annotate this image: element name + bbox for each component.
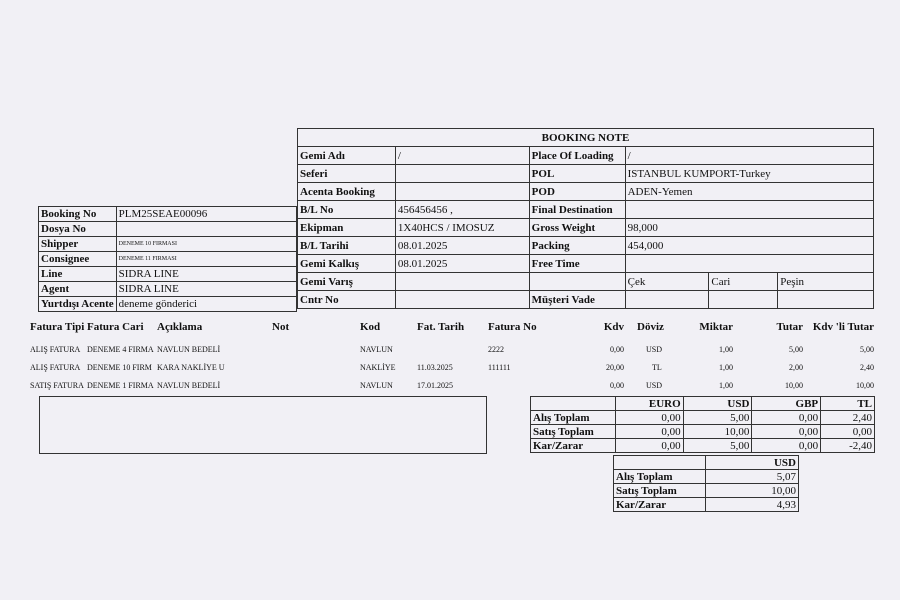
pod-label: POD: [529, 183, 625, 201]
row-tarih: 17.01.2025: [417, 381, 453, 390]
shipment-info-table: [38, 206, 297, 312]
table-row: [0, 381, 900, 393]
final-destination-value: [625, 201, 873, 219]
row-miktar: 1,00: [719, 381, 733, 390]
summary-currency: USD: [705, 456, 798, 470]
booking-no-value: PLM25SEAE00096: [116, 207, 296, 222]
kar-tl: -2,40: [821, 439, 875, 453]
row-aciklama: NAVLUN BEDELİ: [157, 381, 221, 390]
pesin-label: Peşin: [778, 273, 874, 291]
ekipman-label: Ekipman: [298, 219, 396, 237]
blank-cell: [531, 397, 616, 411]
shipper-value: DENEME 10 FIRMASI: [116, 237, 296, 252]
gemi-adi-label: Gemi Adı: [298, 147, 396, 165]
col-miktar: Miktar: [699, 321, 733, 333]
summary-satis-value: 10,00: [705, 484, 798, 498]
table-row: [0, 345, 900, 357]
blank-cell: [709, 291, 778, 309]
alis-euro: 0,00: [615, 411, 683, 425]
gross-weight-value: 98,000: [625, 219, 873, 237]
dosya-no-label: Dosya No: [39, 222, 117, 237]
dosya-no-value: [116, 222, 296, 237]
packing-label: Packing: [529, 237, 625, 255]
row-kod: NAKLİYE: [360, 363, 396, 372]
gemi-varis-value: [395, 273, 529, 291]
seferi-label: Seferi: [298, 165, 396, 183]
row-doviz: TL: [652, 363, 662, 372]
musteri-vade-label: Müşteri Vade: [529, 291, 625, 309]
summary-kar-label: Kar/Zarar: [614, 498, 706, 512]
packing-value: 454,000: [625, 237, 873, 255]
currency-euro: EURO: [615, 397, 683, 411]
cntr-no-value: [395, 291, 529, 309]
yurtdisi-acente-value: deneme gönderici: [116, 297, 296, 312]
agent-value: SIDRA LINE: [116, 282, 296, 297]
row-miktar: 1,00: [719, 345, 733, 354]
col-kod: Kod: [360, 321, 381, 333]
row-cari: DENEME 1 FIRMA: [87, 381, 154, 390]
bl-no-label: B/L No: [298, 201, 396, 219]
currency-totals-table: [530, 396, 875, 453]
consignee-value: DENEME 11 FIRMASI: [116, 252, 296, 267]
satis-usd: 10,00: [683, 425, 752, 439]
alis-usd: 5,00: [683, 411, 752, 425]
cek-label: Çek: [625, 273, 709, 291]
yurtdisi-acente-label: Yurtdışı Acente: [39, 297, 117, 312]
blank-cell: [778, 291, 874, 309]
row-cari: DENEME 10 FIRM: [87, 363, 152, 372]
bl-tarihi-value: 08.01.2025: [395, 237, 529, 255]
gemi-adi-value: /: [395, 147, 529, 165]
place-of-loading-label: Place Of Loading: [529, 147, 625, 165]
row-tip: SATIŞ FATURA: [30, 381, 84, 390]
summary-alis-label: Alış Toplam: [614, 470, 706, 484]
final-destination-label: Final Destination: [529, 201, 625, 219]
blank-cell: [529, 273, 625, 291]
col-fatura-tipi: Fatura Tipi: [30, 321, 85, 333]
musteri-vade-value: [625, 291, 709, 309]
row-tip: ALIŞ FATURA: [30, 363, 81, 372]
kar-usd: 5,00: [683, 439, 752, 453]
pol-label: POL: [529, 165, 625, 183]
kar-euro: 0,00: [615, 439, 683, 453]
row-miktar: 1,00: [719, 363, 733, 372]
cntr-no-label: Cntr No: [298, 291, 396, 309]
row-kod: NAVLUN: [360, 381, 393, 390]
booking-note-title: BOOKING NOTE: [298, 129, 874, 147]
place-of-loading-value: /: [625, 147, 873, 165]
row-tutar: 5,00: [789, 345, 803, 354]
currency-usd: USD: [683, 397, 752, 411]
col-kdv: Kdv: [603, 321, 624, 333]
gross-weight-label: Gross Weight: [529, 219, 625, 237]
gemi-kalkis-value: 08.01.2025: [395, 255, 529, 273]
bl-no-value: 456456456 ,: [395, 201, 529, 219]
col-kdvli-tutar: Kdv 'li Tutar: [812, 321, 874, 333]
gemi-kalkis-label: Gemi Kalkış: [298, 255, 396, 273]
row-kdv: 0,00: [610, 381, 624, 390]
row-no: 111111: [488, 363, 511, 372]
pod-value: ADEN-Yemen: [625, 183, 873, 201]
bl-tarihi-label: B/L Tarihi: [298, 237, 396, 255]
kar-gbp: 0,00: [752, 439, 821, 453]
agent-label: Agent: [39, 282, 117, 297]
col-fatura-cari: Fatura Cari: [87, 321, 144, 333]
col-aciklama: Açıklama: [157, 321, 203, 333]
currency-tl: TL: [821, 397, 875, 411]
row-aciklama: NAVLUN BEDELİ: [157, 345, 221, 354]
seferi-value: [395, 165, 529, 183]
booking-note-table: [297, 128, 874, 309]
row-aciklama: KARA NAKLİYE U: [157, 363, 225, 372]
satis-gbp: 0,00: [752, 425, 821, 439]
gemi-varis-label: Gemi Varış: [298, 273, 396, 291]
line-value: SIDRA LINE: [116, 267, 296, 282]
line-label: Line: [39, 267, 117, 282]
pol-value: ISTANBUL KUMPORT-Turkey: [625, 165, 873, 183]
summary-satis-label: Satış Toplam: [614, 484, 706, 498]
consignee-label: Consignee: [39, 252, 117, 267]
acenta-booking-label: Acenta Booking: [298, 183, 396, 201]
cari-label: Cari: [709, 273, 778, 291]
kar-zarar-label: Kar/Zarar: [531, 439, 616, 453]
free-time-value: [625, 255, 873, 273]
table-row: [0, 363, 900, 375]
row-kdvli: 10,00: [856, 381, 874, 390]
row-kdvli: 2,40: [860, 363, 874, 372]
row-cari: DENEME 4 FIRMA: [87, 345, 154, 354]
col-not: Not: [272, 321, 290, 333]
ekipman-value: 1X40HCS / IMOSUZ: [395, 219, 529, 237]
alis-gbp: 0,00: [752, 411, 821, 425]
satis-euro: 0,00: [615, 425, 683, 439]
row-tutar: 2,00: [789, 363, 803, 372]
blank-cell: [614, 456, 706, 470]
row-tarih: 11.03.2025: [417, 363, 453, 372]
col-fatura-no: Fatura No: [488, 321, 537, 333]
col-fat-tarih: Fat. Tarih: [417, 321, 465, 333]
alis-toplam-label: Alış Toplam: [531, 411, 616, 425]
satis-tl: 0,00: [821, 425, 875, 439]
row-kdvli: 5,00: [860, 345, 874, 354]
row-tutar: 10,00: [785, 381, 803, 390]
summary-alis-value: 5,07: [705, 470, 798, 484]
row-no: 2222: [488, 345, 504, 354]
row-doviz: USD: [646, 381, 663, 390]
summary-kar-value: 4,93: [705, 498, 798, 512]
acenta-booking-value: [395, 183, 529, 201]
booking-no-label: Booking No: [39, 207, 117, 222]
row-doviz: USD: [646, 345, 663, 354]
satis-toplam-label: Satış Toplam: [531, 425, 616, 439]
shipper-label: Shipper: [39, 237, 117, 252]
alis-tl: 2,40: [821, 411, 875, 425]
col-tutar: Tutar: [776, 321, 803, 333]
row-tip: ALIŞ FATURA: [30, 345, 81, 354]
col-doviz: Döviz: [637, 321, 664, 333]
row-kdv: 0,00: [610, 345, 624, 354]
row-kod: NAVLUN: [360, 345, 393, 354]
notes-box: [39, 396, 487, 454]
currency-gbp: GBP: [752, 397, 821, 411]
free-time-label: Free Time: [529, 255, 625, 273]
usd-summary-table: [613, 455, 799, 512]
row-kdv: 20,00: [606, 363, 624, 372]
